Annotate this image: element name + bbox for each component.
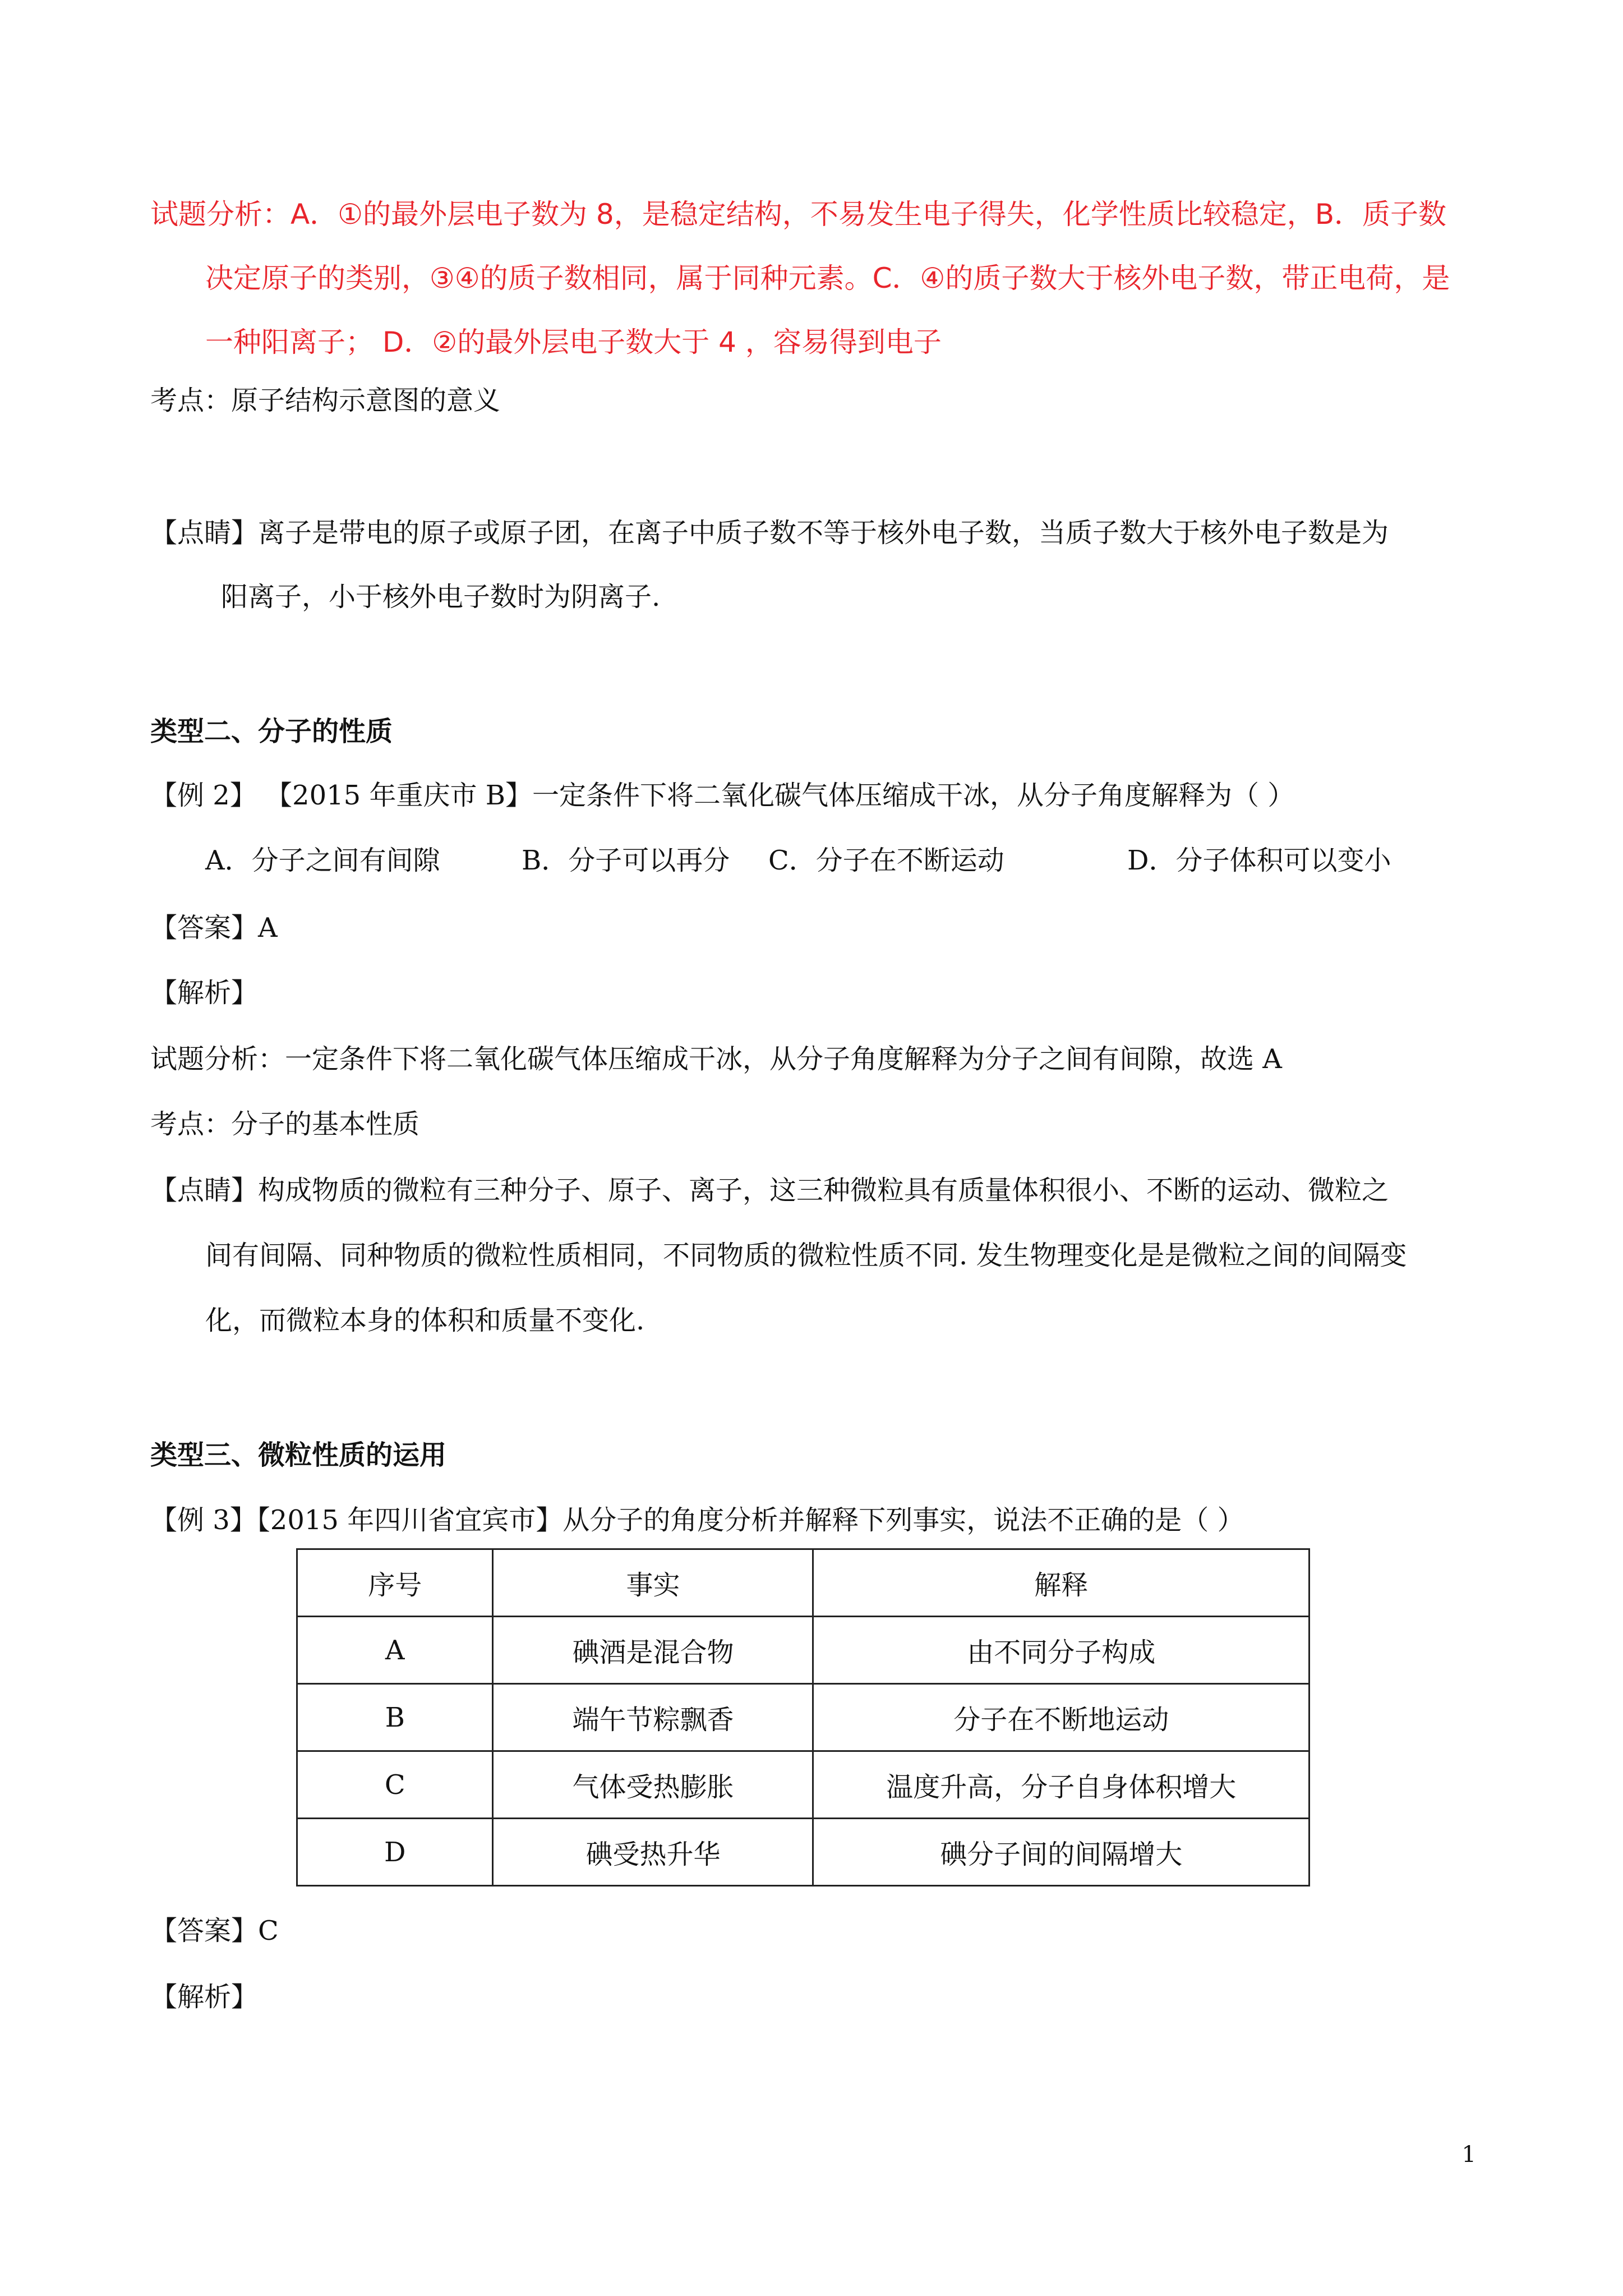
table-cell: 碘分子间的间隔增大 (813, 1819, 1310, 1886)
table-cell: 气体受热膨胀 (493, 1751, 813, 1819)
dianjing-2-line-3: 化，而微粒本身的体积和质量不变化. (205, 1305, 645, 1336)
dianjing-1-line-1: 【点睛】离子是带电的原子或原子团，在离子中质子数不等于核外电子数，当质子数大于核外电子数是为 (150, 517, 1389, 549)
example-2-question: 【例 2】 【2015 年重庆市 B】一定条件下将二氧化碳气体压缩成干冰，从分子角度解释为（ ） (150, 780, 1295, 811)
option-a: A．分子之间有间隙 (205, 845, 440, 876)
table-cell: 温度升高，分子自身体积增大 (813, 1751, 1310, 1819)
dianjing-2-line-2: 间有间隔、同种物质的微粒性质相同，不同物质的微粒性质不同. 发生物理变化是是微粒之间的间隔变 (205, 1240, 1407, 1271)
jiexi-2: 【解析】 (150, 977, 259, 1009)
jiexi-3: 【解析】 (150, 1981, 259, 2013)
table-row (297, 1617, 1310, 1684)
table-header-cell: 事实 (493, 1549, 813, 1617)
table-cell: 碘酒是混合物 (493, 1617, 813, 1684)
answer-3: 【答案】C (150, 1915, 279, 1947)
section-2-heading: 类型二、分子的性质 (150, 716, 393, 747)
table-header-row (297, 1549, 1310, 1617)
table-cell: D (297, 1819, 493, 1886)
table-row (297, 1684, 1310, 1751)
kaodian-2: 考点：分子的基本性质 (150, 1108, 420, 1140)
analysis-2: 试题分析：一定条件下将二氧化碳气体压缩成干冰，从分子角度解释为分子之间有间隙，故选 A (150, 1043, 1282, 1075)
example-3-question: 【例 3】【2015 年四川省宜宾市】从分子的角度分析并解释下列事实，说法不正确的是（ ） (150, 1504, 1244, 1536)
page-number: 1 (1461, 2142, 1476, 2168)
option-b: B．分子可以再分 (522, 845, 730, 876)
analysis-1-line-1: 试题分析：A．①的最外层电子数为 8，是稳定结构，不易发生电子得失，化学性质比较稳定，B．质子数 (150, 198, 1447, 231)
dianjing-1-line-2: 阳离子，小于核外电子数时为阴离子. (221, 581, 661, 613)
analysis-1-line-3: 一种阳离子； D．②的最外层电子数大于 4 ，容易得到电子 (205, 326, 942, 358)
section-3-heading: 类型三、微粒性质的运用 (150, 1439, 447, 1471)
table-cell: A (297, 1617, 493, 1684)
option-d: D．分子体积可以变小 (1127, 845, 1391, 876)
table-row (297, 1751, 1310, 1819)
table-cell: B (297, 1684, 493, 1751)
table-cell: 碘受热升华 (493, 1819, 813, 1886)
kaodian-1: 考点：原子结构示意图的意义 (150, 385, 501, 416)
option-c: C．分子在不断运动 (768, 845, 1004, 876)
table-cell: 分子在不断地运动 (813, 1684, 1310, 1751)
table-cell: 端午节粽飘香 (493, 1684, 813, 1751)
analysis-1-line-2: 决定原子的类别，③④的质子数相同，属于同种元素。C．④的质子数大于核外电子数，带正电荷，是 (205, 262, 1450, 295)
dianjing-2-line-1: 【点睛】构成物质的微粒有三种分子、原子、离子，这三种微粒具有质量体积很小、不断的运动、微粒之 (150, 1175, 1389, 1206)
facts-table (296, 1548, 1310, 1887)
table-header-cell: 序号 (297, 1549, 493, 1617)
table-cell: 由不同分子构成 (813, 1617, 1310, 1684)
table-cell: C (297, 1751, 493, 1819)
table-header-cell: 解释 (813, 1549, 1310, 1617)
table-row (297, 1819, 1310, 1886)
answer-2: 【答案】A (150, 912, 278, 944)
